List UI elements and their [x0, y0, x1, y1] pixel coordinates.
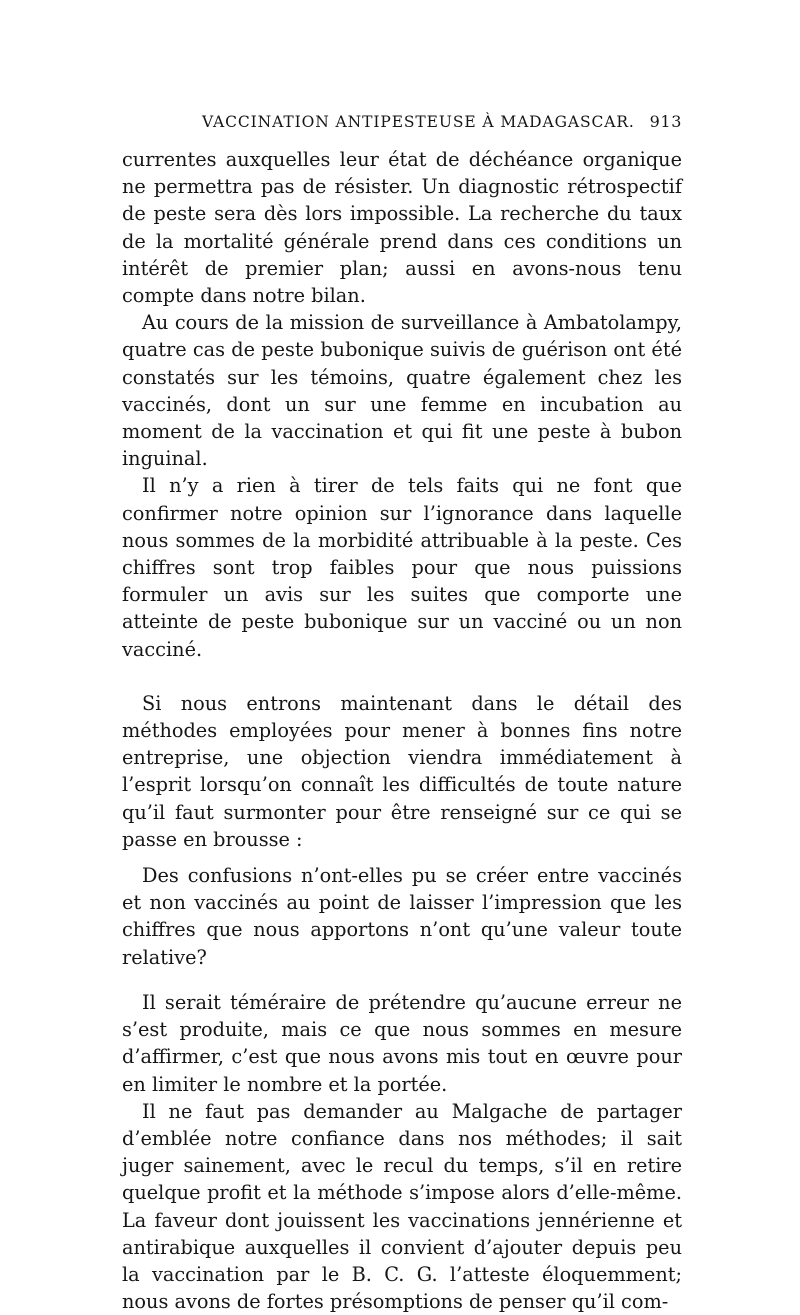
paragraph-morbidite: Il n’y a rien à tirer de tels faits qui ne font que confirmer notre opinion sur l’ignorance dans laquelle nous sommes de la morbidité attribuable à la peste. Ces chiffres sont trop faibles pour que nous puissions formuler un avis sur les suites que comporte une atteinte de peste bubonique sur un vacciné ou un non vacciné. — [122, 474, 682, 661]
paragraph-continuation: currentes auxquelles leur état de déchéance organique ne permettra pas de résister. Un diagnostic rétrospectif de peste sera dès lors impossible. La recherche du taux de la mortalité générale prend dans ces conditions un intérêt de premier plan; aussi en avons-nous tenu compte dans notre bilan. — [122, 148, 682, 308]
body-text — [122, 146, 682, 1315]
page-number: 913 — [649, 112, 682, 131]
paragraph-erreur: Il serait téméraire de prétendre qu’aucune erreur ne s’est produite, mais ce que nous sommes en mesure d’affirmer, c’est que nous avons mis tout en œuvre pour en limiter le nombre et la portée. — [122, 990, 682, 1096]
running-title: VACCINATION ANTIPESTEUSE À MADAGASCAR. — [202, 113, 635, 131]
paragraph-methodes: Si nous entrons maintenant dans le détail des méthodes employées pour mener à bonnes fins notre entreprise, une objection viendra immédiatement à l’esprit lorsqu’on connaît les difficultés de toute nature qu’il faut surmonter pour être renseigné sur ce qui se passe en brousse : — [122, 691, 682, 851]
paragraph-objection: Des confusions n’ont-elles pu se créer entre vaccinés et non vaccinés au point de laisser l’impression que les chiffres que nous apportons n’ont qu’une valeur toute relative? — [122, 864, 682, 969]
paragraph-malgache: Il ne faut pas demander au Malgache de partager d’emblée notre confiance dans nos méthodes; il sait juger sainement, avec le recul du temps, s’il en retire quelque profit et la méthode s’impose alors d’elle-même. La faveur dont jouissent les vaccinations jennérienne et antirabique auxquelles il convient d’ajouter depuis peu la vaccination par le B. C. G. l’atteste éloquemment; nous avons de fortes présomptions de penser qu’il com- — [122, 1099, 682, 1314]
running-header — [122, 112, 682, 146]
document-page — [122, 112, 682, 1315]
paragraph-ambatolampy: Au cours de la mission de surveillance à Ambatolampy, quatre cas de peste bubonique suivis de guérison ont été constatés sur les témoins, quatre également chez les vaccinés, dont un sur une femme en incubation au moment de la vaccination et qui fit une peste à bubon inguinal. — [122, 311, 682, 471]
